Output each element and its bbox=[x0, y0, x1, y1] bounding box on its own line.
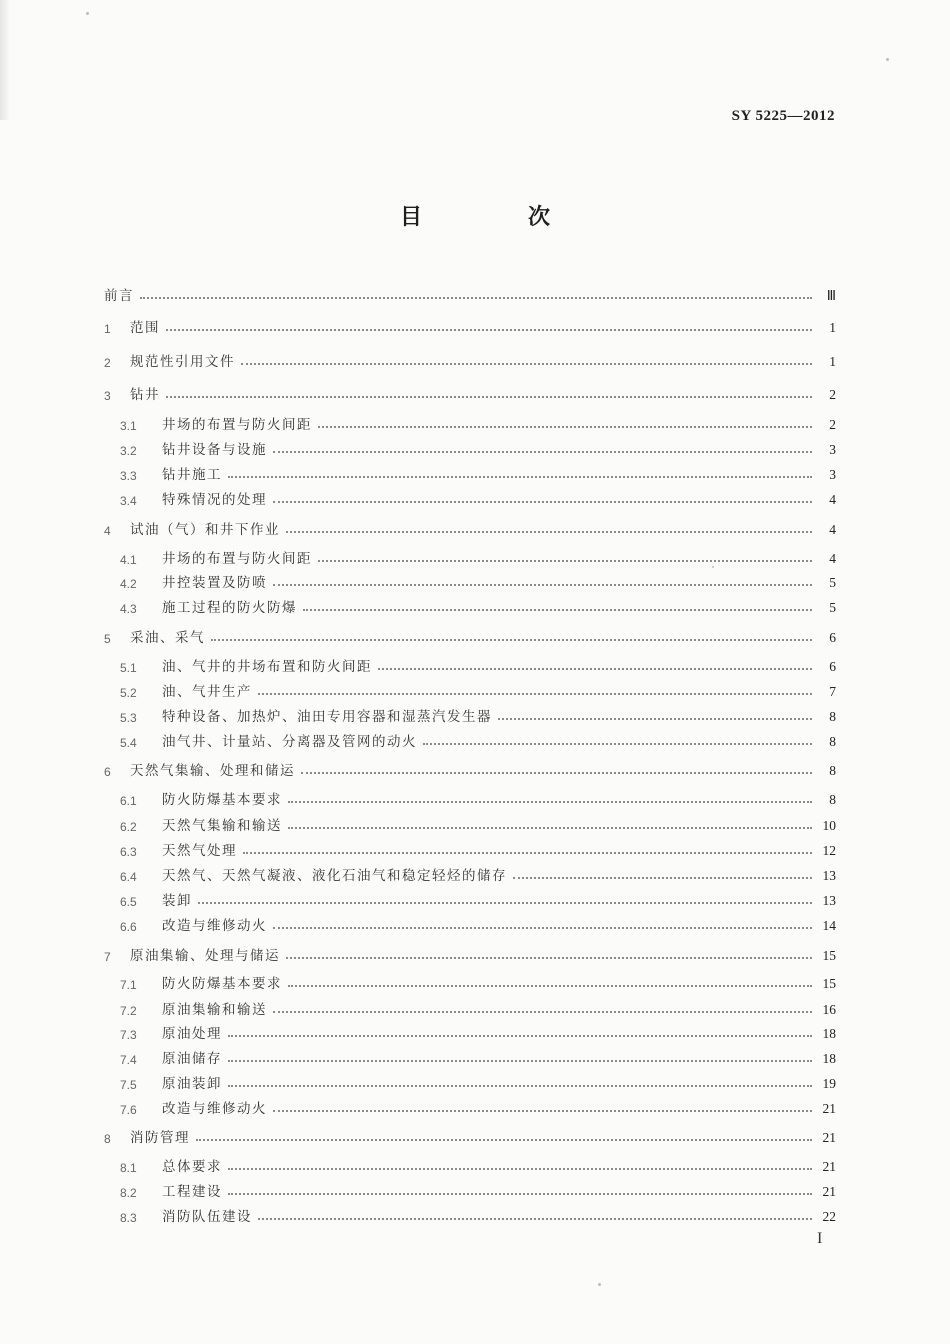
toc-dot-leader bbox=[378, 668, 812, 670]
toc-dot-leader bbox=[288, 985, 812, 987]
toc-entry-title: 天然气集输和输送 bbox=[162, 818, 282, 834]
toc-entry[interactable] bbox=[104, 1153, 836, 1175]
toc-entry-title: 总体要求 bbox=[162, 1159, 222, 1175]
toc-dot-leader bbox=[273, 584, 812, 586]
toc-entry[interactable] bbox=[104, 545, 836, 567]
scan-speck bbox=[86, 12, 89, 15]
toc-entry-page: 1 bbox=[829, 320, 836, 335]
toc-entry-number: 4.2 bbox=[120, 577, 137, 591]
toc-entry-number: 1 bbox=[104, 322, 111, 336]
toc-entry-title: 采油、采气 bbox=[130, 630, 205, 646]
scan-page-edge bbox=[0, 0, 10, 120]
toc-entry[interactable] bbox=[104, 970, 836, 992]
toc-entry-number: 5.1 bbox=[120, 661, 137, 675]
toc-entry-page: 2 bbox=[829, 387, 836, 402]
toc-entry-title: 特种设备、加热炉、油田专用容器和湿蒸汽发生器 bbox=[162, 709, 492, 725]
toc-entry-title: 原油装卸 bbox=[162, 1076, 222, 1092]
toc-entry-page: 5 bbox=[829, 600, 836, 615]
toc-entry-page: 4 bbox=[829, 522, 836, 537]
toc-entry[interactable] bbox=[104, 786, 836, 808]
toc-entry[interactable] bbox=[104, 411, 836, 433]
toc-entry-page: 18 bbox=[822, 1051, 836, 1066]
toc-entry-number: 6.6 bbox=[120, 920, 137, 934]
toc-entry-page: 22 bbox=[822, 1209, 836, 1224]
toc-dot-leader bbox=[166, 329, 812, 331]
toc-entry-number: 5.2 bbox=[120, 686, 137, 700]
toc-entry-title: 油、气井的井场布置和防火间距 bbox=[162, 659, 372, 675]
toc-entry-page: 3 bbox=[829, 467, 836, 482]
toc-entry-title: 天然气处理 bbox=[162, 843, 237, 859]
document-number: SY 5225—2012 bbox=[731, 108, 835, 124]
toc-entry-title: 原油处理 bbox=[162, 1026, 222, 1042]
toc-dot-leader bbox=[258, 693, 812, 695]
toc-dot-leader bbox=[273, 1011, 812, 1013]
toc-entry[interactable] bbox=[104, 862, 836, 884]
toc-entry-page: 21 bbox=[822, 1101, 836, 1116]
toc-entry[interactable] bbox=[104, 1124, 836, 1146]
toc-entry-number: 3.3 bbox=[120, 469, 137, 483]
toc-dot-leader bbox=[241, 363, 812, 365]
toc-dot-leader bbox=[228, 1168, 812, 1170]
toc-entry[interactable] bbox=[104, 461, 836, 483]
toc-entry-page: 18 bbox=[822, 1026, 836, 1041]
toc-entry[interactable] bbox=[104, 653, 836, 675]
toc-entry-page: 8 bbox=[829, 734, 836, 749]
toc-entry-page: 8 bbox=[829, 763, 836, 778]
toc-entry-title: 钻井 bbox=[130, 387, 160, 403]
toc-entry-number: 5.3 bbox=[120, 711, 137, 725]
toc-entry[interactable] bbox=[104, 1095, 836, 1117]
toc-dot-leader bbox=[288, 827, 812, 829]
toc-entry-number: 7.2 bbox=[120, 1004, 137, 1018]
toc-entry[interactable] bbox=[104, 436, 836, 458]
toc-entry[interactable] bbox=[104, 624, 836, 646]
toc-dot-leader bbox=[228, 1085, 812, 1087]
toc-dot-leader bbox=[243, 852, 812, 854]
toc-entry-number: 5 bbox=[104, 632, 111, 646]
toc-entry-number: 6.4 bbox=[120, 870, 137, 884]
toc-entry-page: 5 bbox=[829, 575, 836, 590]
toc-entry-number: 5.4 bbox=[120, 736, 137, 750]
toc-entry-number: 8 bbox=[104, 1132, 111, 1146]
toc-entry-page: 4 bbox=[829, 551, 836, 566]
toc-entry-title: 施工过程的防火防爆 bbox=[162, 600, 297, 616]
toc-dot-leader bbox=[286, 531, 812, 533]
toc-dot-leader bbox=[288, 801, 812, 803]
toc-entry-page: 4 bbox=[829, 492, 836, 507]
toc-entry-title: 改造与维修动火 bbox=[162, 1101, 267, 1117]
toc-entry-title: 钻井施工 bbox=[162, 467, 222, 483]
toc-entry[interactable] bbox=[104, 1045, 836, 1067]
toc-entry-page: 13 bbox=[822, 868, 836, 883]
toc-entry[interactable] bbox=[104, 1020, 836, 1042]
toc-entry[interactable] bbox=[104, 703, 836, 725]
toc-entry[interactable] bbox=[104, 887, 836, 909]
toc-entry-title: 井场的布置与防火间距 bbox=[162, 417, 312, 433]
toc-entry[interactable] bbox=[104, 381, 836, 403]
toc-entry-title: 工程建设 bbox=[162, 1184, 222, 1200]
toc-entry-title: 规范性引用文件 bbox=[130, 354, 235, 370]
toc-dot-leader bbox=[273, 501, 812, 503]
toc-entry[interactable] bbox=[104, 348, 836, 370]
toc-entry-title: 装卸 bbox=[162, 893, 192, 909]
toc-entry-title: 井场的布置与防火间距 bbox=[162, 551, 312, 567]
toc-entry-page: 6 bbox=[829, 630, 836, 645]
toc-entry[interactable] bbox=[104, 1070, 836, 1092]
toc-entry-title: 特殊情况的处理 bbox=[162, 492, 267, 508]
toc-dot-leader bbox=[140, 297, 812, 299]
toc-dot-leader bbox=[228, 476, 812, 478]
toc-entry-page: 1 bbox=[829, 354, 836, 369]
toc-dot-leader bbox=[273, 927, 812, 929]
toc-entry-page: 14 bbox=[822, 918, 836, 933]
toc-entry[interactable] bbox=[104, 678, 836, 700]
toc-entry-page: 21 bbox=[822, 1159, 836, 1174]
toc-entry-page: 12 bbox=[822, 843, 836, 858]
toc-dot-leader bbox=[286, 957, 812, 959]
toc-entry-title: 防火防爆基本要求 bbox=[162, 976, 282, 992]
toc-dot-leader bbox=[228, 1035, 812, 1037]
toc-dot-leader bbox=[273, 451, 812, 453]
toc-dot-leader bbox=[273, 1110, 812, 1112]
toc-entry-number: 7.4 bbox=[120, 1053, 137, 1067]
toc-entry-title: 改造与维修动火 bbox=[162, 918, 267, 934]
toc-entry-title: 原油集输和输送 bbox=[162, 1002, 267, 1018]
toc-entry-page: 3 bbox=[829, 442, 836, 457]
toc-entry-number: 2 bbox=[104, 356, 111, 370]
toc-dot-leader bbox=[228, 1193, 812, 1195]
toc-dot-leader bbox=[228, 1060, 812, 1062]
toc-entry-page: 15 bbox=[822, 976, 836, 991]
toc-entry-number: 6 bbox=[104, 765, 111, 779]
page-number: I bbox=[817, 1230, 823, 1247]
toc-entry[interactable] bbox=[104, 1178, 836, 1200]
toc-entry-number: 7.3 bbox=[120, 1028, 137, 1042]
toc-entry-title: 消防管理 bbox=[130, 1130, 190, 1146]
toc-entry[interactable] bbox=[104, 486, 836, 508]
toc-entry-page: 15 bbox=[822, 948, 836, 963]
toc-entry[interactable] bbox=[104, 1203, 836, 1225]
toc-dot-leader bbox=[258, 1218, 812, 1220]
toc-dot-leader bbox=[318, 426, 812, 428]
toc-entry-number: 7 bbox=[104, 950, 111, 964]
toc-entry-page: Ⅲ bbox=[826, 288, 836, 303]
toc-entry[interactable] bbox=[104, 912, 836, 934]
toc-entry-number: 6.3 bbox=[120, 845, 137, 859]
toc-entry-page: 19 bbox=[822, 1076, 836, 1091]
toc-dot-leader bbox=[196, 1139, 812, 1141]
toc-entry-title: 试油（气）和井下作业 bbox=[130, 522, 280, 538]
toc-entry-title: 油、气井生产 bbox=[162, 684, 252, 700]
toc-entry-number: 4.1 bbox=[120, 553, 137, 567]
toc-entry-number: 6.1 bbox=[120, 794, 137, 808]
toc-entry-title: 范围 bbox=[130, 320, 160, 336]
scan-speck bbox=[886, 58, 889, 61]
toc-entry-number: 3.4 bbox=[120, 494, 137, 508]
toc-entry-number: 8.3 bbox=[120, 1211, 137, 1225]
toc-entry[interactable] bbox=[104, 314, 836, 336]
toc-entry[interactable] bbox=[104, 728, 836, 750]
toc-entry-number: 7.5 bbox=[120, 1078, 137, 1092]
toc-dot-leader bbox=[303, 609, 812, 611]
toc-entry-page: 21 bbox=[822, 1130, 836, 1145]
toc-entry-page: 7 bbox=[829, 684, 836, 699]
toc-entry[interactable] bbox=[104, 516, 836, 538]
toc-entry-title: 前言 bbox=[104, 288, 134, 304]
toc-entry-number: 3.2 bbox=[120, 444, 137, 458]
toc-entry-title: 防火防爆基本要求 bbox=[162, 792, 282, 808]
toc-entry[interactable] bbox=[104, 757, 836, 779]
toc-entry-page: 6 bbox=[829, 659, 836, 674]
toc-entry[interactable] bbox=[104, 812, 836, 834]
toc-entry-number: 7.1 bbox=[120, 978, 137, 992]
toc-entry-title: 消防队伍建设 bbox=[162, 1209, 252, 1225]
toc-dot-leader bbox=[198, 902, 812, 904]
toc-entry-number: 6.2 bbox=[120, 820, 137, 834]
toc-entry-page: 16 bbox=[822, 1002, 836, 1017]
toc-entry-number: 8.1 bbox=[120, 1161, 137, 1175]
toc-entry[interactable] bbox=[104, 282, 836, 304]
toc-entry[interactable] bbox=[104, 837, 836, 859]
toc-entry-number: 6.5 bbox=[120, 895, 137, 909]
toc-entry-number: 4.3 bbox=[120, 602, 137, 616]
toc-entry[interactable] bbox=[104, 594, 836, 616]
toc-entry-number: 4 bbox=[104, 524, 111, 538]
toc-dot-leader bbox=[301, 772, 812, 774]
table-of-contents bbox=[104, 0, 836, 1344]
toc-entry-title: 井控装置及防喷 bbox=[162, 575, 267, 591]
toc-entry-number: 3 bbox=[104, 389, 111, 403]
toc-title: 目 次 bbox=[399, 204, 592, 230]
toc-entry-page: 8 bbox=[829, 709, 836, 724]
toc-entry-title: 天然气集输、处理和储运 bbox=[130, 763, 295, 779]
toc-entry-number: 8.2 bbox=[120, 1186, 137, 1200]
toc-entry[interactable] bbox=[104, 942, 836, 964]
toc-entry-page: 13 bbox=[822, 893, 836, 908]
toc-entry-number: 3.1 bbox=[120, 419, 137, 433]
toc-dot-leader bbox=[513, 877, 812, 879]
toc-entry-page: 21 bbox=[822, 1184, 836, 1199]
toc-dot-leader bbox=[166, 396, 812, 398]
toc-entry-title: 天然气、天然气凝液、液化石油气和稳定轻烃的储存 bbox=[162, 868, 507, 884]
toc-dot-leader bbox=[498, 718, 812, 720]
toc-entry-page: 2 bbox=[829, 417, 836, 432]
toc-dot-leader bbox=[318, 560, 812, 562]
toc-entry-title: 原油集输、处理与储运 bbox=[130, 948, 280, 964]
toc-entry[interactable] bbox=[104, 569, 836, 591]
toc-entry-title: 原油储存 bbox=[162, 1051, 222, 1067]
toc-dot-leader bbox=[423, 743, 812, 745]
toc-entry[interactable] bbox=[104, 996, 836, 1018]
toc-entry-title: 钻井设备与设施 bbox=[162, 442, 267, 458]
toc-dot-leader bbox=[211, 639, 812, 641]
toc-entry-number: 7.6 bbox=[120, 1103, 137, 1117]
toc-entry-page: 8 bbox=[829, 792, 836, 807]
toc-entry-title: 油气井、计量站、分离器及管网的动火 bbox=[162, 734, 417, 750]
toc-entry-page: 10 bbox=[822, 818, 836, 833]
